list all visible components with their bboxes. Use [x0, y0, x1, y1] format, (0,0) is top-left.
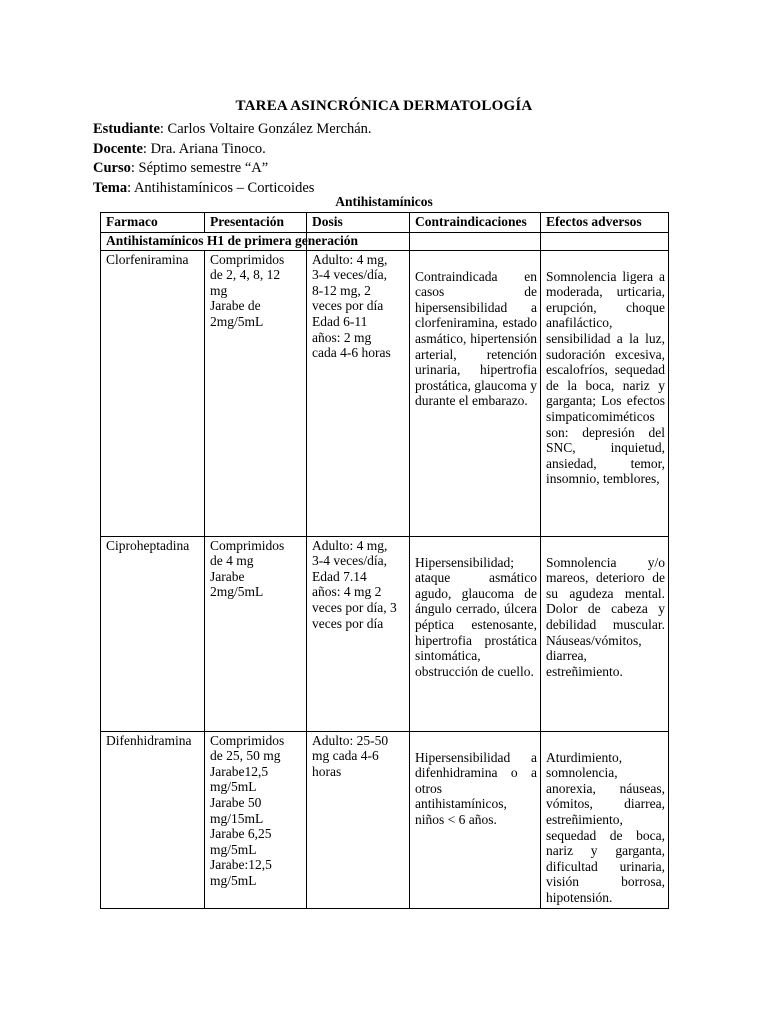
table-row	[101, 250, 669, 536]
teacher-line	[93, 140, 372, 160]
dose-line: mg cada 4-6	[312, 748, 379, 764]
presentation-line: mg/5mL	[210, 872, 257, 888]
student-label: Estudiante	[93, 121, 160, 137]
presentation-line: Comprimidos	[210, 732, 285, 748]
group-label: Antihistamínicos H1 de primera generación	[101, 233, 307, 251]
presentation-line: Jarabe	[210, 568, 245, 584]
presentation-line: mg/5mL	[210, 779, 257, 795]
column-header-drug: Farmaco	[101, 213, 205, 233]
presentation-line: Jarabe12,5	[210, 763, 269, 779]
adverse-effects-cell: Somnolencia ligera a moderada, urticaria, erupción, choque anafiláctico, sensibilidad a la luz, sudoración excesiva, escalofríos, sequedad de la boca, nariz y garganta; Los efectos simpaticomiméticos son: depresión del SNC, inquietud, ansiedad, temor, insomnio, temblores,	[541, 250, 669, 536]
column-header-contraindications: Contraindicaciones	[410, 213, 541, 233]
column-header-adverse-effects: Efectos adversos	[541, 213, 669, 233]
presentation-line: Jarabe:12,5	[210, 857, 272, 873]
presentation-line: de 2, 4, 8, 12	[210, 267, 281, 283]
dose-cell	[307, 536, 410, 731]
table-header-row	[101, 213, 669, 233]
presentation-line: mg/5mL	[210, 841, 257, 857]
course-line	[93, 159, 372, 179]
student-line	[93, 120, 372, 140]
document-title: TAREA ASINCRÓNICA DERMATOLOGÍA	[235, 98, 533, 114]
presentation-line: Jarabe de	[210, 298, 261, 314]
presentation-line: 2mg/5mL	[210, 313, 264, 329]
drug-cell: Clorfeniramina	[101, 250, 205, 536]
dose-line: Adulto: 25-50	[312, 732, 389, 748]
presentation-cell	[205, 250, 307, 536]
antihistamine-table	[100, 212, 669, 909]
group-empty-cell	[410, 233, 541, 251]
dose-line: Edad 6-11	[312, 313, 368, 329]
section-title: Antihistamínicos	[335, 194, 433, 209]
dose-line: Adulto: 4 mg,	[312, 251, 388, 267]
topic-value: : Antihistamínicos – Corticoides	[127, 179, 315, 196]
contraindications-cell: Hipersensibilidad a difenhidramina o a otros antihistamínicos, niños < 6 años.	[410, 731, 541, 908]
presentation-cell	[205, 731, 307, 908]
student-value: : Carlos Voltaire González Merchán.	[159, 121, 372, 137]
presentation-line: de 4 mg	[210, 553, 254, 569]
course-value: : Séptimo semestre “A”	[130, 160, 269, 176]
teacher-value: : Dra. Ariana Tinoco.	[142, 140, 266, 157]
dose-line: 3-4 veces/día,	[312, 553, 387, 569]
adverse-effects-cell: Somnolencia y/o mareos, deterioro de su agudeza mental. Dolor de cabeza y debilidad muscular. Náuseas/vómitos, diarrea, estreñimiento.	[541, 536, 669, 731]
drug-cell: Ciproheptadina	[101, 536, 205, 731]
presentation-line: Comprimidos	[210, 537, 285, 553]
dose-line: cada 4-6 horas	[312, 345, 391, 361]
presentation-line: Comprimidos	[210, 251, 285, 267]
group-empty-cell	[541, 233, 669, 251]
dose-line: Edad 7.14	[312, 568, 367, 584]
teacher-label: Docente	[93, 140, 143, 157]
adverse-effects-cell: Aturdimiento, somnolencia, anorexia, náuseas, vómitos, diarrea, estreñimiento, sequedad de boca, nariz y garganta, dificultad urinaria, visión borrosa, hipotensión.	[541, 731, 669, 908]
dose-line: 3-4 veces/día,	[312, 267, 387, 283]
course-label: Curso	[93, 160, 131, 176]
presentation-line: mg	[210, 282, 228, 298]
dose-line: veces por día	[312, 298, 384, 314]
dose-line: años: 4 mg 2	[312, 584, 382, 600]
presentation-cell	[205, 536, 307, 731]
presentation-line: Jarabe 6,25	[210, 826, 272, 842]
dose-line: veces por día, 3	[312, 599, 397, 615]
dose-line: horas	[312, 763, 342, 779]
dose-line: Adulto: 4 mg,	[312, 537, 388, 553]
dose-line: 8-12 mg, 2	[312, 282, 371, 298]
document-meta	[93, 120, 372, 198]
dose-cell	[307, 250, 410, 536]
table-row	[101, 731, 669, 908]
presentation-line: mg/15mL	[210, 810, 264, 826]
column-header-presentation: Presentación	[205, 213, 307, 233]
group-row	[101, 233, 669, 251]
dose-cell	[307, 731, 410, 908]
presentation-line: 2mg/5mL	[210, 584, 264, 600]
topic-label: Tema	[93, 179, 128, 196]
column-header-dose: Dosis	[307, 213, 410, 233]
contraindications-cell: Hipersensibilidad; ataque asmático agudo, glaucoma de ángulo cerrado, úlcera péptica estenosante, hipertrofia prostática sintomática, obstrucción de cuello.	[410, 536, 541, 731]
presentation-line: de 25, 50 mg	[210, 748, 281, 764]
dose-line: veces por día	[312, 615, 384, 631]
dose-line: años: 2 mg	[312, 329, 372, 345]
drug-cell: Difenhidramina	[101, 731, 205, 908]
contraindications-cell: Contraindicada en casos de hipersensibilidad a clorfeniramina, estado asmático, hipertensión arterial, retención urinaria, hipertrofia prostática, glaucoma y durante el embarazo.	[410, 250, 541, 536]
table-row	[101, 536, 669, 731]
presentation-line: Jarabe 50	[210, 794, 262, 810]
